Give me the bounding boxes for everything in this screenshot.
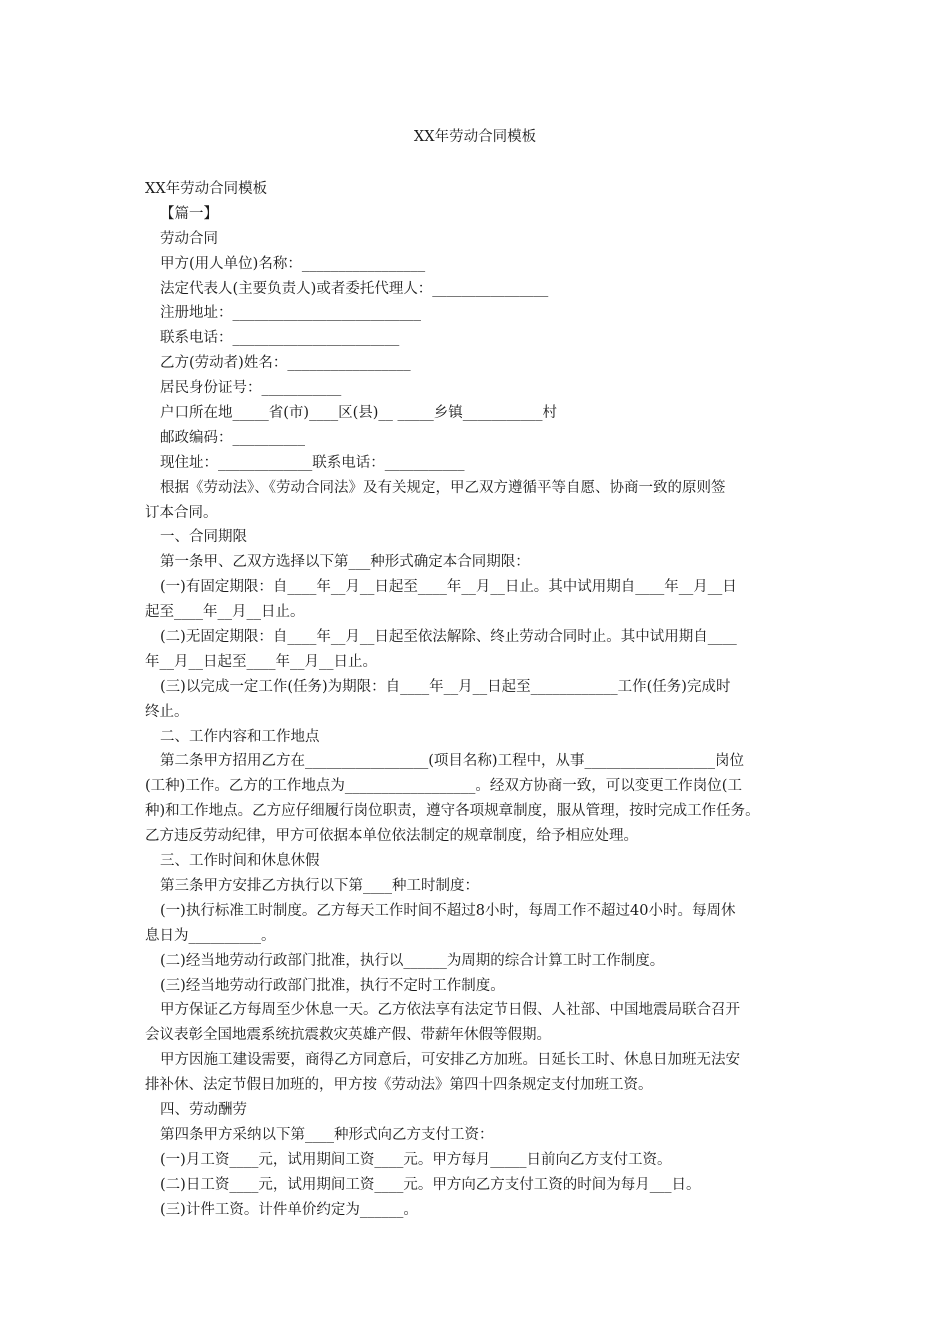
paragraph-line: 户口所在地_____省(市)____区(县)__ _____乡镇___________村: [160, 405, 557, 422]
paragraph-line: (工种)工作。乙方的工作地点为__________________。经双方协商一致，可以变更工作岗位(工: [145, 778, 742, 795]
paragraph-line: 联系电话：_______________________: [160, 330, 400, 347]
paragraph-line: 劳动合同: [160, 230, 218, 247]
paragraph-line: 第三条甲方安排乙方执行以下第____种工时制度：: [160, 877, 479, 894]
paragraph-line: 第一条甲、乙双方选择以下第___种形式确定本合同期限：: [160, 554, 530, 571]
paragraph-line: 乙方违反劳动纪律，甲方可依据本单位依法制定的规章制度，给予相应处理。: [145, 828, 638, 845]
paragraph-line: 第四条甲方采纳以下第____种形式向乙方支付工资：: [160, 1126, 494, 1143]
page-title: XX年劳动合同模板: [413, 129, 537, 145]
paragraph-line: 订本合同。: [145, 504, 218, 521]
paragraph-line: 乙方(劳动者)姓名：_________________: [160, 355, 411, 372]
paragraph-line: (三)以完成一定工作(任务)为期限：自____年__月__日起至____________工作(任务)完成时: [160, 678, 731, 695]
paragraph-line: 根据《劳动法》、《劳动合同法》及有关规定，甲乙双方遵循平等自愿、协商一致的原则签: [160, 479, 726, 496]
document-body: [145, 177, 820, 1222]
paragraph-line: 息日为__________。: [145, 927, 276, 944]
paragraph-line: 会议表彰全国地震系统抗震救灾英雄产假、带薪年休假等假期。: [145, 1027, 551, 1044]
paragraph-line: (二)无固定期限：自____年__月__日起至依法解除、终止劳动合同时止。其中试用期自____: [160, 629, 737, 646]
paragraph-line: 三、工作时间和休息休假: [160, 853, 320, 870]
paragraph-line: 四、劳动酬劳: [160, 1101, 247, 1118]
paragraph-line: 甲方因施工建设需要，商得乙方同意后，可安排乙方加班。日延长工时、休息日加班无法安: [160, 1052, 740, 1069]
paragraph-line: 种)和工作地点。乙方应仔细履行岗位职责，遵守各项规章制度，服从管理，按时完成工作任务。: [145, 803, 760, 820]
paragraph-line: (二)日工资____元，试用期间工资____元。甲方向乙方支付工资的时间为每月___日。: [160, 1176, 701, 1193]
paragraph-line: (一)月工资____元，试用期间工资____元。甲方每月_____日前向乙方支付工资。: [160, 1151, 672, 1168]
paragraph-line: (三)经当地劳动行政部门批准，执行不定时工作制度。: [160, 977, 505, 994]
paragraph-line: (二)经当地劳动行政部门批准，执行以______为周期的综合计算工时工作制度。: [160, 952, 665, 969]
paragraph-line: 终止。: [145, 703, 189, 720]
paragraph-line: (一)执行标准工时制度。乙方每天工作时间不超过8小时，每周工作不超过40小时。每周休: [160, 902, 736, 919]
paragraph-line: 甲方保证乙方每周至少休息一天。乙方依法享有法定节日假、人社部、中国地震局联合召开: [160, 1002, 740, 1019]
paragraph-line: 第二条甲方招用乙方在_________________(项目名称)工程中，从事__________________岗位: [160, 753, 745, 770]
paragraph-line: 邮政编码：__________: [160, 429, 305, 446]
paragraph-line: (三)计件工资。计件单价约定为______。: [160, 1201, 418, 1218]
paragraph-line: 二、工作内容和工作地点: [160, 728, 320, 745]
paragraph-line: 一、合同期限: [160, 529, 247, 546]
paragraph-line: 甲方(用人单位)名称：_________________: [160, 255, 426, 272]
paragraph-line: (一)有固定期限：自____年__月__日起至____年__月__日止。其中试用期自____年__月__日: [160, 579, 737, 596]
paragraph-line: 现住址：_____________联系电话：___________: [160, 454, 465, 471]
paragraph-line: 注册地址：__________________________: [160, 305, 421, 322]
paragraph-line: 年__月__日起至____年__月__日止。: [145, 653, 377, 670]
paragraph-line: 法定代表人(主要负责人)或者委托代理人：________________: [160, 280, 549, 297]
paragraph-line: 【篇一】: [160, 205, 218, 222]
paragraph-line: 居民身份证号：___________: [160, 380, 342, 397]
paragraph-line: 排补休、法定节假日加班的，甲方按《劳动法》第四十四条规定支付加班工资。: [145, 1077, 653, 1094]
paragraph-line: XX年劳动合同模板: [145, 181, 268, 197]
paragraph-line: 起至____年__月__日止。: [145, 604, 305, 621]
